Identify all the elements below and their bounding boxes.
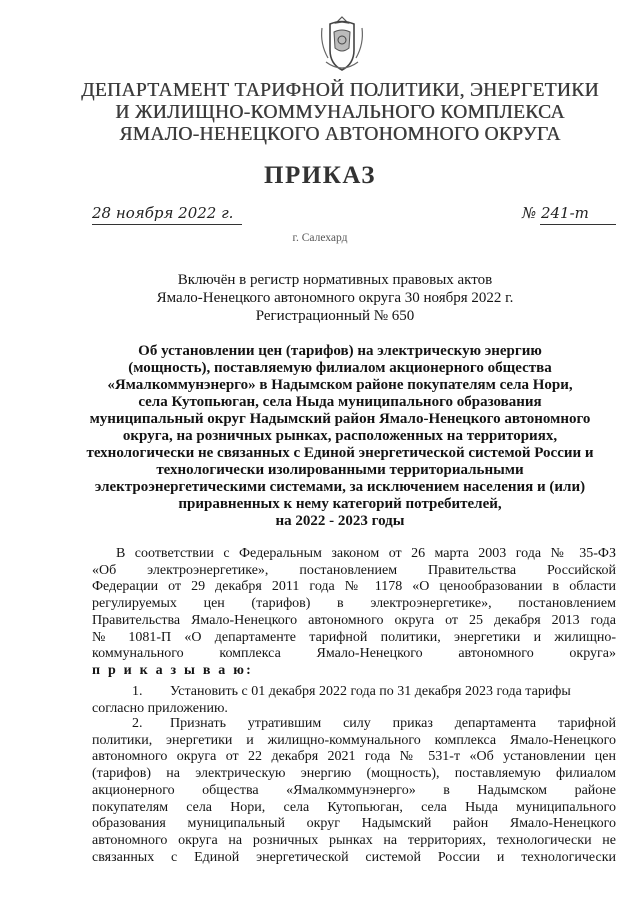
preamble-line-3: Федерации от 29 декабря 2011 года № 1178 «О ценообразовании в области [92, 579, 616, 595]
title-line-10: приравненных к нему категорий потребителей, [178, 496, 502, 512]
title-line-6: округа, на розничных рынках, расположенных на территориях, [122, 428, 558, 444]
preamble-line-6: № 1081-П «О департаменте тарифной политики, энергетики и жилищно- [92, 629, 616, 645]
item-2-line-6: покупателям села Нори, села Кутопьюган, села Ныда муниципального [92, 799, 616, 815]
title-line-4: села Кутопьюган, села Ныда муниципального образования [138, 394, 542, 410]
item-2-line-2: политики, энергетики и жилищно-коммунального комплекса Ямало-Ненецкого [92, 732, 616, 748]
preamble-line-4: регулируемых цен (тарифов) в электроэнергетике», постановлением [92, 596, 616, 612]
department-line-3: ЯМАЛО-НЕНЕЦКОГО АВТОНОМНОГО ОКРУГА [119, 124, 561, 145]
item-2-line-8: автономного округа на розничных рынках на территориях, технологически не [92, 832, 616, 848]
preamble-line-1: В соответствии с Федеральным законом от 26 марта 2003 года № 35-ФЗ [116, 546, 616, 561]
preamble-paragraph [92, 546, 616, 680]
title-line-7: технологически не связанных с Единой энергетической системой России и [86, 445, 594, 461]
order-number: № 241-т [522, 204, 589, 222]
title-line-9: электроэнергетическими системами, за исключением населения и (или) [94, 479, 586, 495]
title-line-11: на 2022 - 2023 годы [275, 513, 405, 529]
department-line-1: ДЕПАРТАМЕНТ ТАРИФНОЙ ПОЛИТИКИ, ЭНЕРГЕТИКИ [81, 80, 599, 101]
registration-line-1: Включён в регистр нормативных правовых актов [177, 272, 493, 288]
document-type-title: ПРИКАЗ [264, 162, 376, 189]
title-line-2: (мощность), поставляемую филиалом акционерного общества [128, 360, 552, 376]
preamble-line-5: Правительства Ямало-Ненецкого автономного округа от 25 декабря 2013 года [92, 612, 616, 628]
department-line-2: И ЖИЛИЩНО-КОММУНАЛЬНОГО КОМПЛЕКСА [115, 102, 565, 123]
preamble-line-7: коммунального комплекса Ямало-Ненецкого автономного округа» [92, 646, 616, 662]
order-date: 28 ноября 2022 г. [92, 204, 234, 222]
item-2-line-9: связанных с Единой энергетической системой России и технологически [92, 849, 616, 865]
registration-line-3: Регистрационный № 650 [255, 308, 415, 324]
item-2-number: 2. [132, 716, 143, 731]
date-underline [92, 224, 242, 225]
item-2-line-5: акционерного общества «Ямалкоммунэнерго» в Надымском районе [92, 782, 616, 798]
title-line-1: Об установлении цен (тарифов) на электрическую энергию [138, 343, 542, 359]
item-1-number: 1. [132, 684, 143, 699]
title-line-8: технологически изолированными территориальными [156, 462, 524, 478]
item-2-line-4: (тарифов) на электрическую энергию (мощность), поставляемую филиалом [92, 766, 616, 782]
item-2-line-3: автономного округа от 22 декабря 2021 года № 531-т «Об установлении цен [92, 749, 616, 765]
item-1-line-2: согласно приложению. [92, 700, 228, 716]
preamble-line-2: «Об электроэнергетике», постановлением Правительства Российской [92, 562, 616, 578]
item-1-line-1: Установить с 01 декабря 2022 года по 31 декабря 2023 года тарифы [170, 684, 571, 699]
coat-of-arms-emblem [316, 14, 368, 74]
order-word: п р и к а з ы в а ю: [92, 662, 253, 678]
city-label: г. Салехард [292, 232, 348, 244]
title-line-5: муниципальный округ Надымский район Ямало-Ненецкого автономного [89, 411, 591, 427]
item-2-line-1: Признать утратившим силу приказ департамента тарифной [170, 716, 616, 731]
number-underline [540, 224, 616, 225]
item-2-line-7: образования муниципальный округ Надымский район Ямало-Ненецкого [92, 816, 616, 832]
title-line-3: «Ямалкоммунэнерго» в Надымском районе покупателям села Нори, [107, 377, 573, 393]
registration-line-2: Ямало-Ненецкого автономного округа 30 ноября 2022 г. [156, 290, 514, 306]
item-2-text [92, 716, 616, 866]
item-1-text [92, 684, 616, 717]
